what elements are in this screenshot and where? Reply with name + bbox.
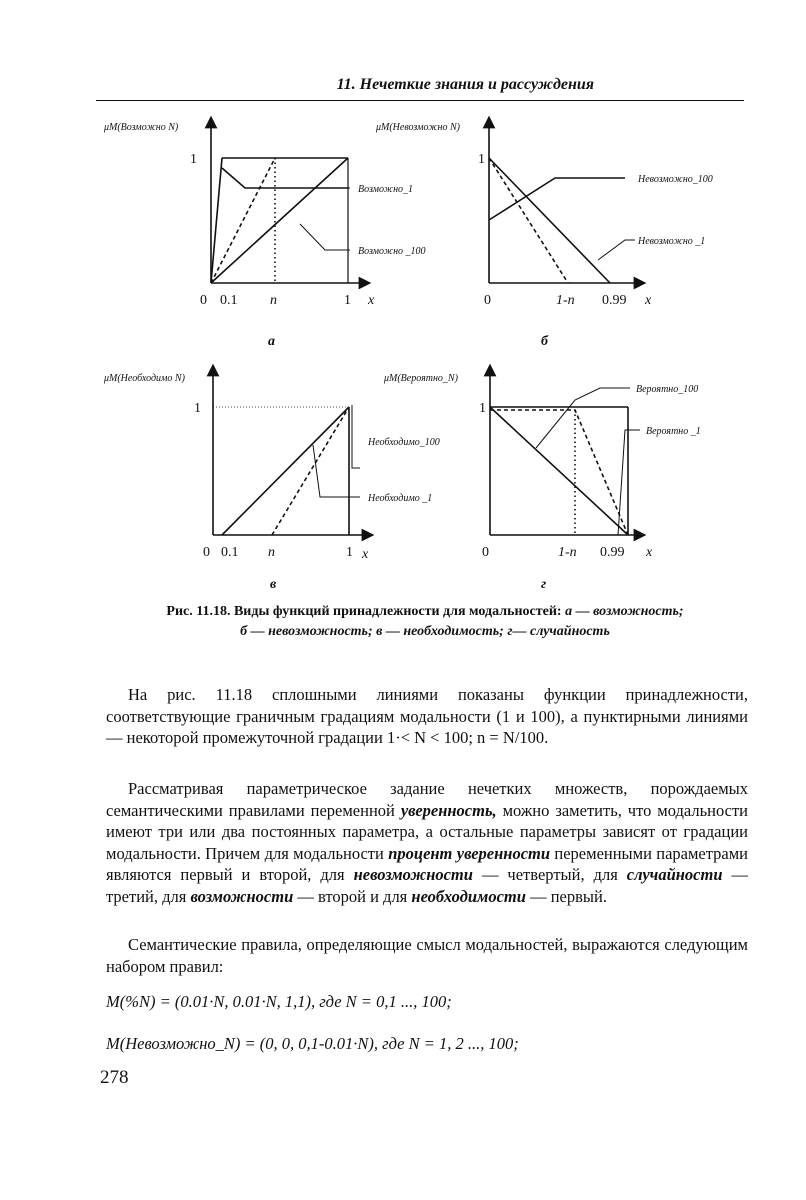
- panel-v-tick-1: 1: [346, 545, 353, 560]
- panel-v-tick-01: 0.1: [221, 545, 239, 560]
- panel-b-curve-1: Невозможно _1: [638, 236, 706, 247]
- necessary-mid-curve: [272, 407, 349, 535]
- caption-prefix: Рис. 11.18.: [166, 604, 231, 619]
- running-header: [96, 74, 744, 101]
- caption-a: а — возможность;: [565, 604, 684, 619]
- panel-g-tick-1n: 1-n: [558, 545, 577, 560]
- panel-a-ylabel: μM(Возможно N): [104, 122, 179, 133]
- p2-a: Рассматривая параметрическое задание нечетких множеств, порождаемых семантическими правилами переменной: [106, 779, 748, 820]
- p2-l: необходимости: [411, 886, 526, 906]
- panel-g-curve-1: Вероятно _1: [646, 426, 701, 437]
- panel-a-y1: 1: [190, 152, 197, 167]
- p2-c: можно заметить, что модальности имеют три или два постоянных параметра, а остальные параметры зависят от градации модальности. Причем для модальности: [106, 800, 749, 863]
- formula-1-text: M(%N) = (0.01·N, 0.01·N, 1,1), где N = 0,1 ..., 100;: [106, 992, 452, 1011]
- panel-g-ylabel: μM(Вероятно_N): [384, 373, 458, 384]
- p2-g: — четвертый, для: [481, 865, 618, 884]
- formula-1: [106, 992, 452, 1012]
- caption-text: Виды функций принадлежности для модальностей:: [233, 604, 562, 619]
- paragraph-3: [106, 934, 748, 977]
- p2-h: случайности: [626, 865, 723, 884]
- panel-g: [490, 370, 640, 535]
- p2-j: возможности: [190, 886, 294, 906]
- panel-b-tick-1n: 1-n: [556, 293, 575, 308]
- p2-b: уверенность,: [400, 800, 497, 820]
- panel-a-tick-1: 1: [344, 293, 351, 308]
- panel-v-tick-n: n: [268, 545, 275, 560]
- panel-b-xsym: x: [645, 293, 652, 308]
- panel-v-y1: 1: [194, 401, 201, 416]
- panel-g-xsym: x: [646, 545, 653, 560]
- p2-i: — третий, для: [106, 865, 749, 906]
- page-number: 278: [100, 1067, 129, 1088]
- possible-1-rise: [211, 158, 222, 283]
- panel-g-tick-099: 0.99: [600, 545, 625, 560]
- p2-d: процент уверенности: [388, 843, 551, 863]
- p2-k: — второй и для: [297, 886, 408, 906]
- necessary-1-curve: [222, 407, 349, 535]
- panel-b-label: б: [541, 334, 548, 349]
- panel-b-ylabel: μM(Невозможно N): [376, 122, 460, 133]
- panel-b: [489, 122, 640, 283]
- panel-a-tick-0: 0: [200, 293, 207, 308]
- panel-g-tick-0: 0: [482, 545, 489, 560]
- panel-a-curve-1: Возможно_1: [358, 184, 414, 195]
- panel-b-curve-100: Невозможно_100: [638, 174, 713, 185]
- impossible-1-curve: [489, 158, 610, 283]
- p2-e: переменными параметрами являются первый и второй, для: [106, 843, 749, 884]
- panel-v-curve-100: Необходимо_100: [368, 437, 440, 448]
- caption-b: б — невозможность; в — необходимость; г— случайность: [240, 624, 610, 639]
- panel-g-label: г: [541, 577, 547, 592]
- panel-a-curve-100: Возможно _100: [358, 246, 426, 257]
- panel-a-tick-01: 0.1: [220, 293, 238, 308]
- panel-g-curve-100: Вероятно_100: [636, 384, 699, 395]
- figure-11-18: [0, 100, 806, 600]
- panel-a-label: а: [268, 334, 275, 349]
- possible-1-curve: [222, 168, 348, 188]
- panel-v-curve-1: Необходимо _1: [368, 493, 433, 504]
- p2-f: невозможности: [353, 865, 473, 884]
- formula-2-text: M(Невозможно_N) = (0, 0, 0,1-0.01·N), где N = 1, 2 ..., 100;: [106, 1034, 519, 1053]
- paragraph-1-text: На рис. 11.18 сплошными линиями показаны функции принадлежности, соответствующие граничным градациям модальности (1 и 100), а пунктирными линиями — некоторой промежуточной градации 1·< N < 100; n = N/100.: [106, 685, 748, 747]
- panel-v-xsym: x: [362, 547, 369, 562]
- impossible-mid-curve: [489, 158, 568, 283]
- panel-g-y1: 1: [479, 401, 486, 416]
- formula-2: [106, 1034, 519, 1054]
- paragraph-1: [106, 684, 748, 749]
- panel-b-tick-099: 0.99: [602, 293, 627, 308]
- paragraph-2: [106, 778, 748, 907]
- panel-b-y1: 1: [478, 152, 485, 167]
- paragraph-3-text: Семантические правила, определяющие смысл модальностей, выражаются следующим набором правил:: [106, 935, 748, 976]
- probable-1-curve: [490, 407, 628, 535]
- panel-v-ylabel: μM(Необходимо N): [104, 373, 185, 384]
- panel-v-tick-0: 0: [203, 545, 210, 560]
- figure-caption: [105, 602, 745, 642]
- panel-v: [213, 370, 368, 535]
- panel-a: [211, 122, 365, 283]
- panel-a-tick-n: n: [270, 293, 277, 308]
- panel-a-xsym: x: [368, 293, 375, 308]
- panel-v-label: в: [270, 577, 277, 592]
- impossible-100-curve: [489, 178, 625, 220]
- header-title: 11. Нечеткие знания и рассуждения: [336, 76, 594, 93]
- p2-m: — первый.: [530, 886, 607, 906]
- panel-b-tick-0: 0: [484, 293, 491, 308]
